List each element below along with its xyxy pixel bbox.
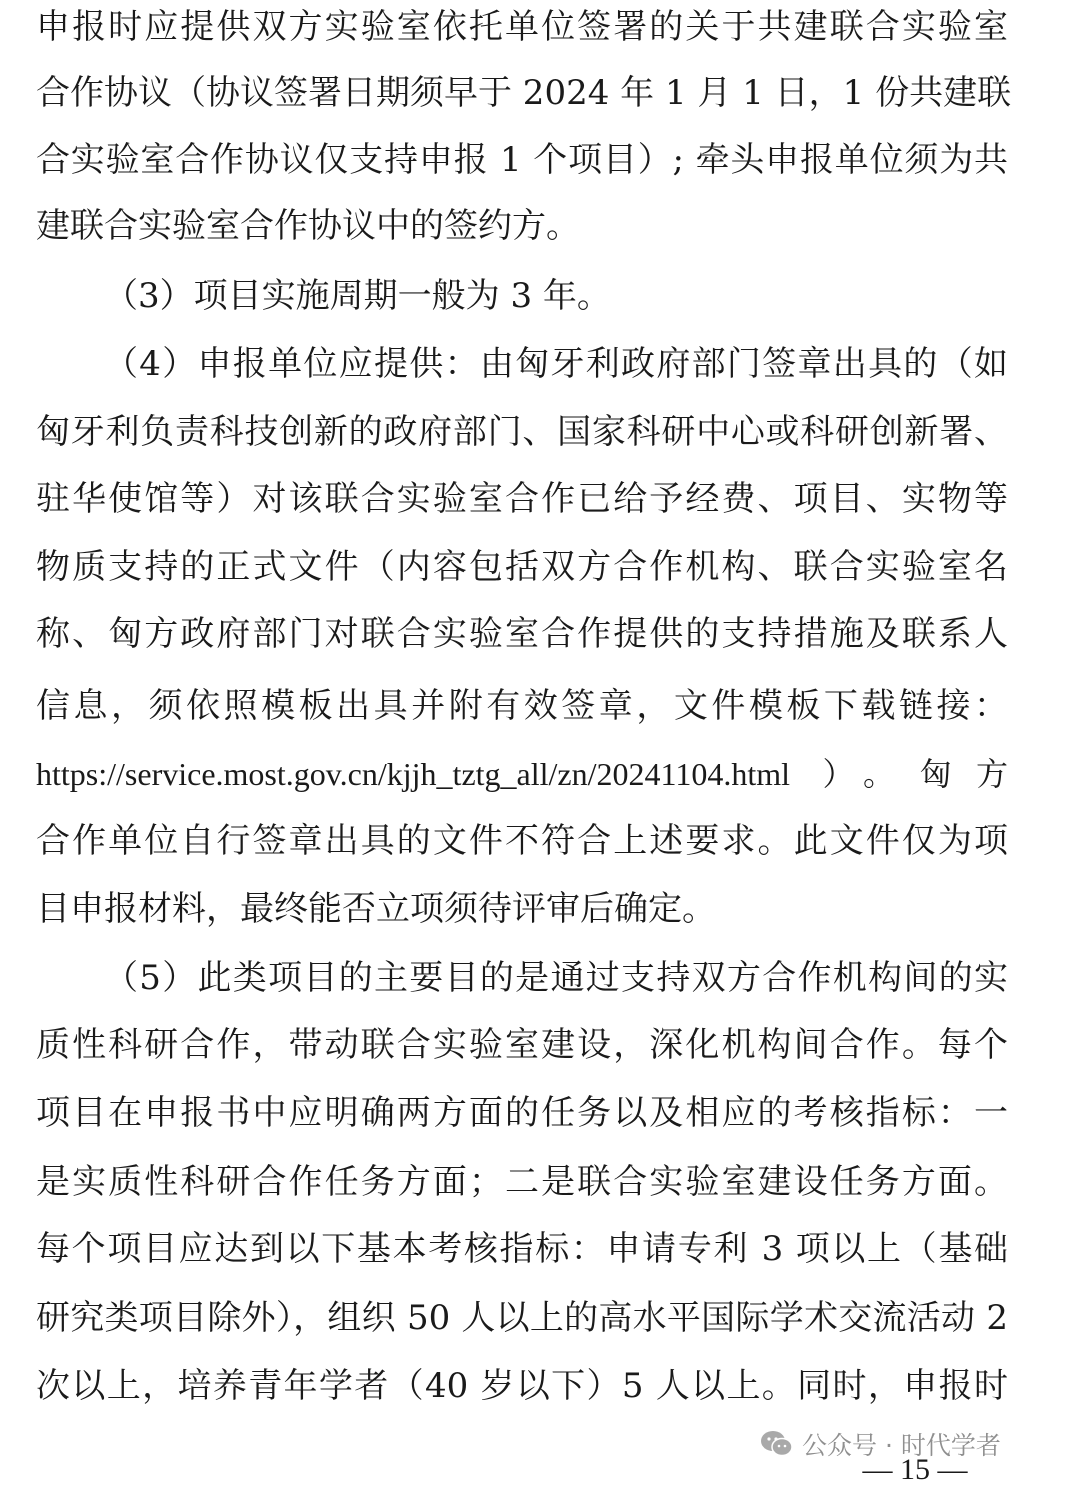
text-line: 项目在申报书中应明确两方面的任务以及相应的考核指标：一 [36,1093,1008,1133]
text-line: 合作协议（协议签署日期须早于 2024 年 1 月 1 日，1 份共建联 [36,73,1012,113]
download-link-line: https://service.most.gov.cn/kjjh_tztg_all/zn/20241104.html ）。匈方 [36,756,1008,792]
text-line: （4）申报单位应提供：由匈牙利政府部门签章出具的（如 [104,344,1008,384]
text-line: 申报时应提供双方实验室依托单位签署的关于共建联合实验室 [36,7,1008,47]
page-number: — 15 — [862,1453,968,1486]
text-line: 研究类项目除外），组织 50 人以上的高水平国际学术交流活动 2 [36,1298,1008,1338]
watermark-text: 公众号 · 时代学者 [802,1431,1001,1460]
text-line: 驻华使馆等）对该联合实验室合作已给予经费、项目、实物等 [36,479,1008,519]
text-line: 合实验室合作协议仅支持申报 1 个项目）; 牵头申报单位须为共 [36,140,1008,180]
text-line: （5）此类项目的主要目的是通过支持双方合作机构间的实 [104,958,1008,998]
text-line: 次以上，培养青年学者（40 岁以下）5 人以上。同时，申报时 [36,1366,1008,1406]
text-line: 合作单位自行签章出具的文件不符合上述要求。此文件仅为项 [36,821,1008,861]
wechat-icon [760,1429,794,1459]
text-line: 是实质性科研合作任务方面；二是联合实验室建设任务方面。 [36,1162,1008,1202]
text-line: 信息，须依照模板出具并附有效签章，文件模板下载链接： [36,686,1008,726]
text-line: 质性科研合作，带动联合实验室建设，深化机构间合作。每个 [36,1025,1008,1065]
text-line: 每个项目应达到以下基本考核指标：申请专利 3 项以上（基础 [36,1229,1008,1269]
text-line: 物质支持的正式文件（内容包括双方合作机构、联合实验室名 [36,547,1008,587]
text-line: 匈牙利负责科技创新的政府部门、国家科研中心或科研创新署、 [36,412,1008,452]
text-line: 称、匈方政府部门对联合实验室合作提供的支持措施及联系人 [36,614,1008,654]
text-line: 目申报材料，最终能否立项须待评审后确定。 [36,889,716,929]
text-line: （3）项目实施周期一般为 3 年。 [104,276,611,316]
text-line: 建联合实验室合作协议中的签约方。 [36,206,580,246]
